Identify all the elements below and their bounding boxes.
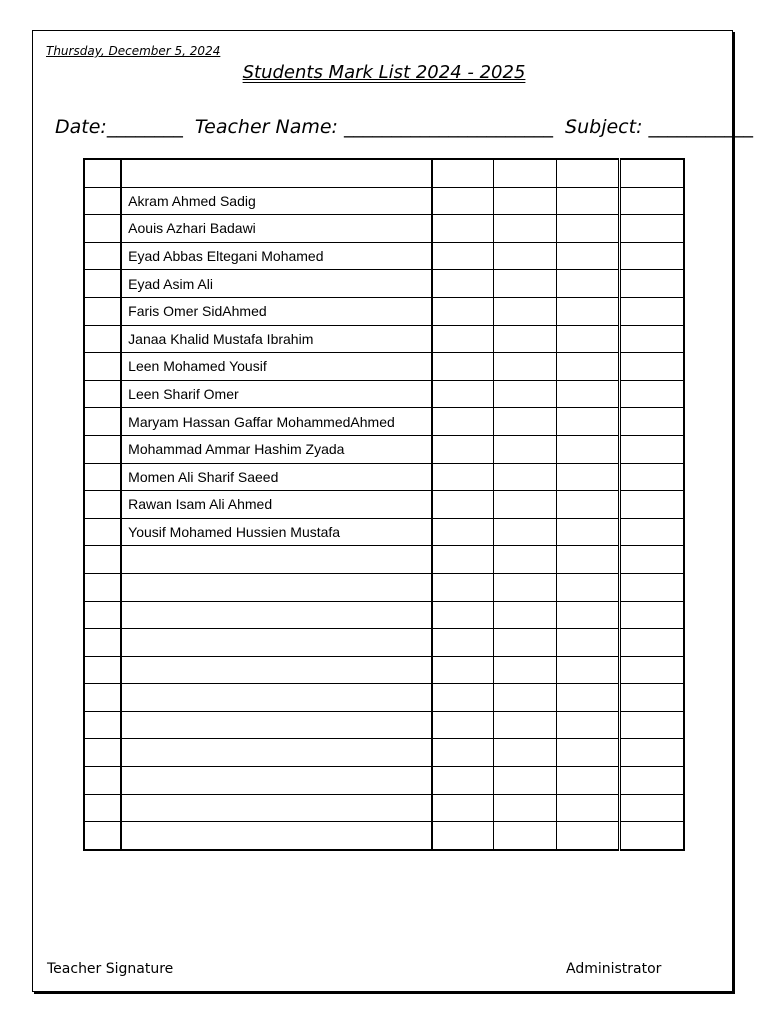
student-name-cell: Leen Sharif Omer <box>121 380 432 408</box>
document-date: Thursday, December 5, 2024 <box>46 44 221 58</box>
mark-cell-3[interactable] <box>556 601 620 629</box>
mark-cell-2[interactable] <box>494 325 557 353</box>
total-cell[interactable] <box>620 546 684 574</box>
student-name-cell <box>121 573 432 601</box>
total-cell[interactable] <box>620 656 684 684</box>
mark-cell-1[interactable] <box>432 794 494 822</box>
student-name-cell: Mohammad Ammar Hashim Zyada <box>121 435 432 463</box>
mark-cell-1[interactable] <box>432 353 494 381</box>
mark-cell-2[interactable] <box>494 794 557 822</box>
header-cell-mark-3 <box>556 159 620 187</box>
marks-table <box>83 158 685 851</box>
total-cell[interactable] <box>620 601 684 629</box>
row-number-cell[interactable] <box>84 325 121 353</box>
student-name-cell: Leen Mohamed Yousif <box>121 353 432 381</box>
table-row <box>84 739 684 767</box>
total-cell[interactable] <box>620 767 684 795</box>
mark-cell-1[interactable] <box>432 270 494 298</box>
row-number-cell[interactable] <box>84 546 121 574</box>
mark-cell-2[interactable] <box>494 573 557 601</box>
row-number-cell[interactable] <box>84 767 121 795</box>
header-cell-total <box>620 159 684 187</box>
mark-cell-3[interactable] <box>556 711 620 739</box>
student-name-cell <box>121 546 432 574</box>
mark-cell-2[interactable] <box>494 601 557 629</box>
table-row <box>84 325 684 353</box>
mark-cell-2[interactable] <box>494 463 557 491</box>
mark-cell-3[interactable] <box>556 270 620 298</box>
table-row <box>84 353 684 381</box>
mark-cell-2[interactable] <box>494 297 557 325</box>
mark-cell-1[interactable] <box>432 573 494 601</box>
table-row <box>84 601 684 629</box>
table-row <box>84 380 684 408</box>
mark-cell-1[interactable] <box>432 380 494 408</box>
student-name-cell <box>121 794 432 822</box>
mark-cell-1[interactable] <box>432 518 494 546</box>
date-field[interactable]: Date:________ <box>55 116 183 138</box>
table-row <box>84 297 684 325</box>
mark-cell-1[interactable] <box>432 215 494 243</box>
mark-cell-1[interactable] <box>432 546 494 574</box>
row-number-cell[interactable] <box>84 684 121 712</box>
mark-cell-3[interactable] <box>556 656 620 684</box>
total-cell[interactable] <box>620 297 684 325</box>
student-name-cell: Momen Ali Sharif Saeed <box>121 463 432 491</box>
mark-cell-3[interactable] <box>556 297 620 325</box>
row-number-cell[interactable] <box>84 435 121 463</box>
row-number-cell[interactable] <box>84 297 121 325</box>
table-row <box>84 408 684 436</box>
info-line <box>55 116 759 138</box>
row-number-cell[interactable] <box>84 380 121 408</box>
student-name-cell: Eyad Abbas Eltegani Mohamed <box>121 242 432 270</box>
table-header-row <box>84 159 684 187</box>
row-number-cell[interactable] <box>84 822 121 850</box>
mark-cell-3[interactable] <box>556 684 620 712</box>
mark-cell-3[interactable] <box>556 325 620 353</box>
student-name-cell <box>121 629 432 657</box>
total-cell[interactable] <box>620 739 684 767</box>
mark-cell-2[interactable] <box>494 822 557 850</box>
total-cell[interactable] <box>620 325 684 353</box>
table-row <box>84 242 684 270</box>
table-row <box>84 491 684 519</box>
row-number-cell[interactable] <box>84 353 121 381</box>
total-cell[interactable] <box>620 518 684 546</box>
table-row <box>84 270 684 298</box>
mark-cell-1[interactable] <box>432 187 494 215</box>
table-row <box>84 767 684 795</box>
student-name-cell <box>121 684 432 712</box>
mark-cell-1[interactable] <box>432 629 494 657</box>
mark-cell-2[interactable] <box>494 739 557 767</box>
mark-cell-3[interactable] <box>556 353 620 381</box>
table-row <box>84 435 684 463</box>
row-number-cell[interactable] <box>84 739 121 767</box>
student-name-cell <box>121 711 432 739</box>
mark-cell-2[interactable] <box>494 491 557 519</box>
total-cell[interactable] <box>620 435 684 463</box>
table-row <box>84 518 684 546</box>
table-row <box>84 711 684 739</box>
table-row <box>84 187 684 215</box>
header-cell-number <box>84 159 121 187</box>
mark-cell-3[interactable] <box>556 242 620 270</box>
mark-cell-3[interactable] <box>556 215 620 243</box>
total-cell[interactable] <box>620 187 684 215</box>
mark-cell-3[interactable] <box>556 739 620 767</box>
student-name-cell: Aouis Azhari Badawi <box>121 215 432 243</box>
student-name-cell <box>121 601 432 629</box>
header-cell-mark-1 <box>432 159 494 187</box>
mark-cell-3[interactable] <box>556 380 620 408</box>
document-title: Students Mark List 2024 - 2025 <box>242 62 526 83</box>
table-row <box>84 794 684 822</box>
row-number-cell[interactable] <box>84 242 121 270</box>
total-cell[interactable] <box>620 408 684 436</box>
table-row <box>84 629 684 657</box>
row-number-cell[interactable] <box>84 518 121 546</box>
table-row <box>84 573 684 601</box>
mark-cell-3[interactable] <box>556 435 620 463</box>
mark-cell-1[interactable] <box>432 601 494 629</box>
mark-cell-2[interactable] <box>494 270 557 298</box>
total-cell[interactable] <box>620 491 684 519</box>
total-cell[interactable] <box>620 463 684 491</box>
row-number-cell[interactable] <box>84 491 121 519</box>
row-number-cell[interactable] <box>84 187 121 215</box>
table-row <box>84 215 684 243</box>
row-number-cell[interactable] <box>84 573 121 601</box>
administrator-label: Administrator <box>566 961 662 977</box>
row-number-cell[interactable] <box>84 215 121 243</box>
row-number-cell[interactable] <box>84 794 121 822</box>
mark-cell-2[interactable] <box>494 711 557 739</box>
mark-cell-3[interactable] <box>556 629 620 657</box>
header-cell-mark-2 <box>494 159 557 187</box>
mark-cell-1[interactable] <box>432 297 494 325</box>
student-name-cell <box>121 739 432 767</box>
mark-cell-1[interactable] <box>432 656 494 684</box>
mark-cell-3[interactable] <box>556 794 620 822</box>
mark-cell-2[interactable] <box>494 435 557 463</box>
mark-cell-2[interactable] <box>494 767 557 795</box>
mark-cell-2[interactable] <box>494 187 557 215</box>
mark-cell-3[interactable] <box>556 767 620 795</box>
header-cell-name <box>121 159 432 187</box>
row-number-cell[interactable] <box>84 463 121 491</box>
mark-cell-1[interactable] <box>432 435 494 463</box>
mark-cell-1[interactable] <box>432 822 494 850</box>
mark-cell-2[interactable] <box>494 215 557 243</box>
mark-cell-1[interactable] <box>432 491 494 519</box>
total-cell[interactable] <box>620 794 684 822</box>
mark-cell-3[interactable] <box>556 408 620 436</box>
teacher-name-field[interactable]: Teacher Name: ______________________ <box>194 116 553 138</box>
student-name-cell <box>121 656 432 684</box>
row-number-cell[interactable] <box>84 711 121 739</box>
total-cell[interactable] <box>620 684 684 712</box>
total-cell[interactable] <box>620 573 684 601</box>
student-name-cell: Maryam Hassan Gaffar MohammedAhmed <box>121 408 432 436</box>
table-row <box>84 463 684 491</box>
mark-cell-3[interactable] <box>556 546 620 574</box>
mark-cell-2[interactable] <box>494 518 557 546</box>
mark-cell-2[interactable] <box>494 656 557 684</box>
row-number-cell[interactable] <box>84 629 121 657</box>
mark-cell-2[interactable] <box>494 242 557 270</box>
row-number-cell[interactable] <box>84 408 121 436</box>
total-cell[interactable] <box>620 215 684 243</box>
student-name-cell: Rawan Isam Ali Ahmed <box>121 491 432 519</box>
row-number-cell[interactable] <box>84 270 121 298</box>
mark-cell-3[interactable] <box>556 518 620 546</box>
row-number-cell[interactable] <box>84 656 121 684</box>
mark-cell-2[interactable] <box>494 629 557 657</box>
mark-cell-3[interactable] <box>556 822 620 850</box>
student-name-cell: Yousif Mohamed Hussien Mustafa <box>121 518 432 546</box>
table-row <box>84 822 684 850</box>
total-cell[interactable] <box>620 822 684 850</box>
mark-cell-1[interactable] <box>432 463 494 491</box>
student-name-cell <box>121 767 432 795</box>
mark-cell-2[interactable] <box>494 380 557 408</box>
student-name-cell: Eyad Asim Ali <box>121 270 432 298</box>
mark-cell-1[interactable] <box>432 739 494 767</box>
mark-cell-1[interactable] <box>432 684 494 712</box>
total-cell[interactable] <box>620 380 684 408</box>
mark-cell-3[interactable] <box>556 573 620 601</box>
mark-cell-1[interactable] <box>432 408 494 436</box>
student-name-cell: Faris Omer SidAhmed <box>121 297 432 325</box>
student-name-cell: Janaa Khalid Mustafa Ibrahim <box>121 325 432 353</box>
mark-cell-1[interactable] <box>432 711 494 739</box>
mark-cell-2[interactable] <box>494 353 557 381</box>
mark-cell-2[interactable] <box>494 684 557 712</box>
mark-cell-3[interactable] <box>556 463 620 491</box>
table-row <box>84 684 684 712</box>
total-cell[interactable] <box>620 711 684 739</box>
table-row <box>84 656 684 684</box>
total-cell[interactable] <box>620 242 684 270</box>
teacher-signature-label: Teacher Signature <box>47 961 174 977</box>
student-name-cell: Akram Ahmed Sadig <box>121 187 432 215</box>
mark-cell-2[interactable] <box>494 408 557 436</box>
mark-cell-1[interactable] <box>432 325 494 353</box>
mark-cell-1[interactable] <box>432 767 494 795</box>
total-cell[interactable] <box>620 270 684 298</box>
row-number-cell[interactable] <box>84 601 121 629</box>
student-name-cell <box>121 822 432 850</box>
subject-field[interactable]: Subject: ___________ <box>565 116 754 138</box>
total-cell[interactable] <box>620 353 684 381</box>
mark-cell-2[interactable] <box>494 546 557 574</box>
mark-cell-1[interactable] <box>432 242 494 270</box>
mark-cell-3[interactable] <box>556 491 620 519</box>
table-row <box>84 546 684 574</box>
total-cell[interactable] <box>620 629 684 657</box>
mark-cell-3[interactable] <box>556 187 620 215</box>
